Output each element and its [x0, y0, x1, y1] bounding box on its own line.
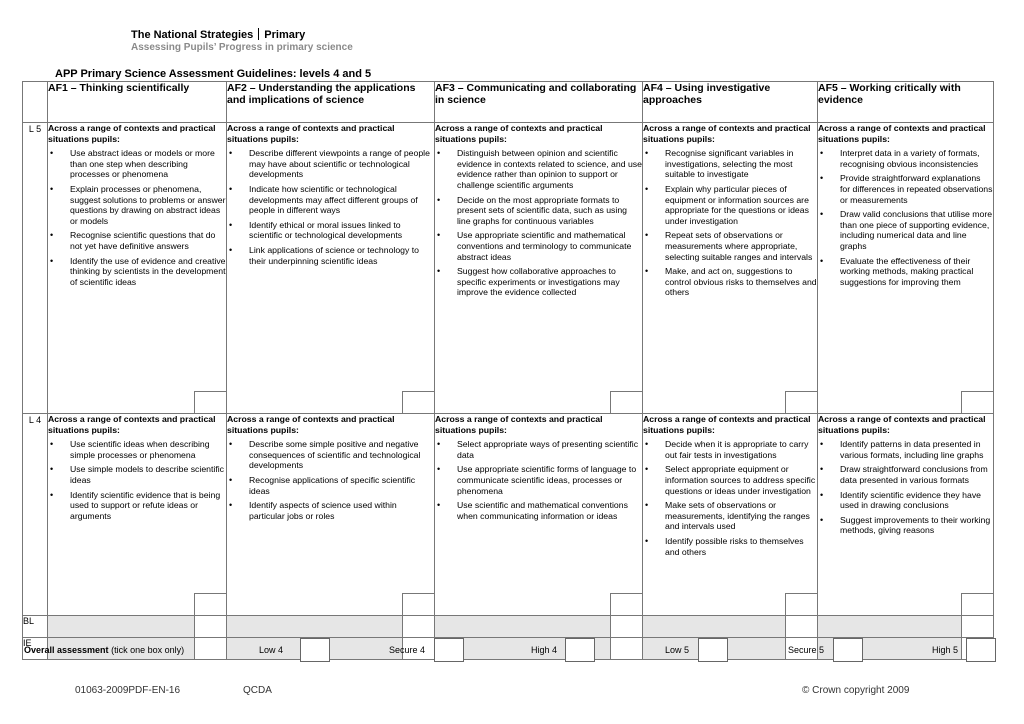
criteria-item: • Provide straightforward explanations for differences in repeated observations or measurements [840, 173, 993, 205]
overall-label: Overall assessment [24, 645, 109, 655]
overall-option-checkbox[interactable] [565, 638, 595, 662]
header-section: Primary [264, 29, 306, 41]
tick-box[interactable] [194, 615, 227, 638]
criteria-item: • Identify patterns in data presented in various formats, including line graphs [840, 439, 993, 460]
criteria-item: • Use abstract ideas or models or more than one step when describing processes or phenomena [70, 148, 226, 180]
criteria-item: • Recognise significant variables in investigations, selecting the most suitable to investigate [665, 148, 817, 180]
tick-box[interactable] [961, 615, 994, 638]
tick-box[interactable] [402, 615, 435, 638]
tick-box[interactable] [610, 615, 643, 638]
criteria-item: • Identify possible risks to themselves and others [665, 536, 817, 557]
criteria-intro: Across a range of contexts and practical situations pupils: [818, 123, 986, 144]
criteria-cell [48, 123, 227, 414]
summary-cell [643, 616, 818, 638]
criteria-item: • Link applications of science or technology to their underpinning scientific ideas [249, 245, 434, 266]
criteria-intro: Across a range of contexts and practical situations pupils: [435, 414, 603, 435]
criteria-intro: Across a range of contexts and practical situations pupils: [48, 123, 216, 144]
overall-option-checkbox[interactable] [966, 638, 996, 662]
footer-copyright: © Crown copyright 2009 [802, 685, 910, 696]
criteria-item: • Identify aspects of science used within particular jobs or roles [249, 500, 434, 521]
summary-label: BL [23, 616, 48, 638]
criteria-intro: Across a range of contexts and practical situations pupils: [818, 414, 986, 435]
tick-box[interactable] [194, 593, 227, 616]
criteria-item: • Identify scientific evidence they have used in drawing conclusions [840, 490, 993, 511]
overall-option-label: High 5 [932, 645, 959, 655]
criteria-item: • Use scientific ideas when describing simple processes or phenomena [70, 439, 226, 460]
criteria-item: • Repeat sets of observations or measurements where appropriate, selecting suitable ranges and intervals [665, 230, 817, 262]
level-label: L 4 [23, 414, 48, 616]
criteria-item: • Recognise scientific questions that do not yet have definitive answers [70, 230, 226, 251]
overall-note: (tick one box only) [111, 645, 185, 655]
tick-box[interactable] [785, 615, 818, 638]
criteria-item: • Select appropriate ways of presenting scientific data [457, 439, 642, 460]
criteria-item: • Use appropriate scientific and mathematical conventions and terminology to communicate abstract ideas [457, 230, 642, 262]
column-header-row [23, 82, 994, 123]
criteria-item: • Suggest improvements to their working methods, giving reasons [840, 515, 993, 536]
criteria-cell [227, 414, 435, 616]
footer-org: QCDA [243, 685, 272, 696]
criteria-list [818, 439, 993, 536]
criteria-item: • Draw straightforward conclusions from data presented in various formats [840, 464, 993, 485]
criteria-item: • Interpret data in a variety of formats, recognising obvious inconsistencies [840, 148, 993, 169]
criteria-item: • Evaluate the effectiveness of their working methods, making practical suggestions for improving them [840, 256, 993, 288]
tick-box[interactable] [961, 391, 994, 414]
criteria-item: • Decide when it is appropriate to carry out fair tests in investigations [665, 439, 817, 460]
tick-box[interactable] [402, 391, 435, 414]
criteria-item: • Make, and act on, suggestions to control obvious risks to themselves and others [665, 266, 817, 298]
criteria-list [818, 148, 993, 287]
summary-row [23, 616, 994, 638]
criteria-cell [48, 414, 227, 616]
column-header-af4: AF4 – Using investigative approaches [643, 82, 818, 123]
tick-box[interactable] [785, 391, 818, 414]
summary-cell [435, 616, 643, 638]
criteria-item: • Draw valid conclusions that utilise more than one piece of supporting evidence, including numerical data and line graphs [840, 209, 993, 251]
criteria-item: • Identify the use of evidence and creative thinking by scientists in the development of scientific ideas [70, 256, 226, 288]
criteria-cell [435, 414, 643, 616]
criteria-item: • Explain why particular pieces of equipment or information sources are appropriate for the questions or ideas under investigation [665, 184, 817, 226]
assessment-grid [22, 81, 994, 660]
criteria-list [227, 439, 434, 521]
column-header-af2: AF2 – Understanding the applications and implications of science [227, 82, 435, 123]
header-divider [258, 28, 259, 40]
criteria-list [227, 148, 434, 266]
column-header-af5: AF5 – Working critically with evidence [818, 82, 994, 123]
criteria-item: • Decide on the most appropriate formats to present sets of scientific data, such as using line graphs for continuous variables [457, 195, 642, 227]
summary-cell [227, 616, 435, 638]
overall-option-label: Low 4 [259, 645, 284, 655]
criteria-cell [435, 123, 643, 414]
document-title: APP Primary Science Assessment Guidelines: levels 4 and 5 [55, 68, 372, 80]
tick-box[interactable] [194, 391, 227, 414]
overall-option-checkbox[interactable] [698, 638, 728, 662]
level-row [23, 414, 994, 616]
criteria-item: • Identify ethical or moral issues linked to scientific or technological developments [249, 220, 434, 241]
criteria-item: • Use scientific and mathematical conventions when communicating information or ideas [457, 500, 642, 521]
summary-label: IE [23, 638, 48, 660]
summary-cell [818, 616, 994, 638]
criteria-item: • Select appropriate equipment or information sources to address specific questions or ideas under investigation [665, 464, 817, 496]
criteria-item: • Distinguish between opinion and scientific evidence in contexts related to science, and use evidence rather than opinion to support or challenge scientific arguments [457, 148, 642, 190]
criteria-list [48, 439, 226, 521]
overall-option-checkbox[interactable] [300, 638, 330, 662]
criteria-item: • Describe different viewpoints a range of people may have about scientific or technological developments [249, 148, 434, 180]
tick-box[interactable] [785, 593, 818, 616]
criteria-list [643, 148, 817, 298]
tick-box[interactable] [610, 391, 643, 414]
column-header-af1: AF1 – Thinking scientifically [48, 82, 227, 123]
criteria-item: • Suggest how collaborative approaches to specific experiments or investigations may improve the evidence collected [457, 266, 642, 298]
overall-assessment [24, 645, 184, 655]
level-row [23, 123, 994, 414]
header-org: The National Strategies [131, 29, 254, 41]
tick-box[interactable] [194, 637, 227, 660]
overall-option-checkbox[interactable] [833, 638, 863, 662]
criteria-list [435, 439, 642, 521]
overall-option-checkbox[interactable] [434, 638, 464, 662]
criteria-item: • Indicate how scientific or technological developments may affect different groups of people in different ways [249, 184, 434, 216]
criteria-item: • Make sets of observations or measurements, identifying the ranges and intervals used [665, 500, 817, 532]
criteria-intro: Across a range of contexts and practical situations pupils: [435, 123, 603, 144]
tick-box[interactable] [610, 593, 643, 616]
tick-box[interactable] [402, 593, 435, 616]
criteria-intro: Across a range of contexts and practical situations pupils: [227, 414, 395, 435]
overall-option-label: High 4 [531, 645, 558, 655]
tick-box[interactable] [610, 637, 643, 660]
criteria-item: • Use simple models to describe scientific ideas [70, 464, 226, 485]
criteria-item: • Use appropriate scientific forms of language to communicate scientific ideas, processes or phenomena [457, 464, 642, 496]
criteria-list [435, 148, 642, 298]
header-subtitle: Assessing Pupils’ Progress in primary science [131, 42, 353, 53]
overall-option-label: Low 5 [665, 645, 690, 655]
criteria-cell [643, 414, 818, 616]
overall-option-label: Secure 5 [788, 645, 825, 655]
criteria-item: • Recognise applications of specific scientific ideas [249, 475, 434, 496]
criteria-list [48, 148, 226, 287]
summary-cell [48, 616, 227, 638]
corner-cell [23, 82, 48, 123]
criteria-item: • Explain processes or phenomena, suggest solutions to problems or answer questions by drawing on abstract ideas or models [70, 184, 226, 226]
header-title [131, 28, 305, 41]
criteria-item: • Identify scientific evidence that is being used to support or refute ideas or arguments [70, 490, 226, 522]
level-label: L 5 [23, 123, 48, 414]
criteria-cell [818, 123, 994, 414]
criteria-item: • Describe some simple positive and negative consequences of scientific and technological developments [249, 439, 434, 471]
criteria-cell [227, 123, 435, 414]
overall-option-label: Secure 4 [389, 645, 426, 655]
criteria-cell [818, 414, 994, 616]
tick-box[interactable] [961, 593, 994, 616]
criteria-list [643, 439, 817, 557]
criteria-intro: Across a range of contexts and practical situations pupils: [643, 123, 811, 144]
criteria-intro: Across a range of contexts and practical situations pupils: [48, 414, 216, 435]
criteria-intro: Across a range of contexts and practical situations pupils: [643, 414, 811, 435]
footer-code: 01063-2009PDF-EN-16 [75, 685, 181, 696]
column-header-af3: AF3 – Communicating and collaborating in science [435, 82, 643, 123]
criteria-cell [643, 123, 818, 414]
criteria-intro: Across a range of contexts and practical situations pupils: [227, 123, 395, 144]
